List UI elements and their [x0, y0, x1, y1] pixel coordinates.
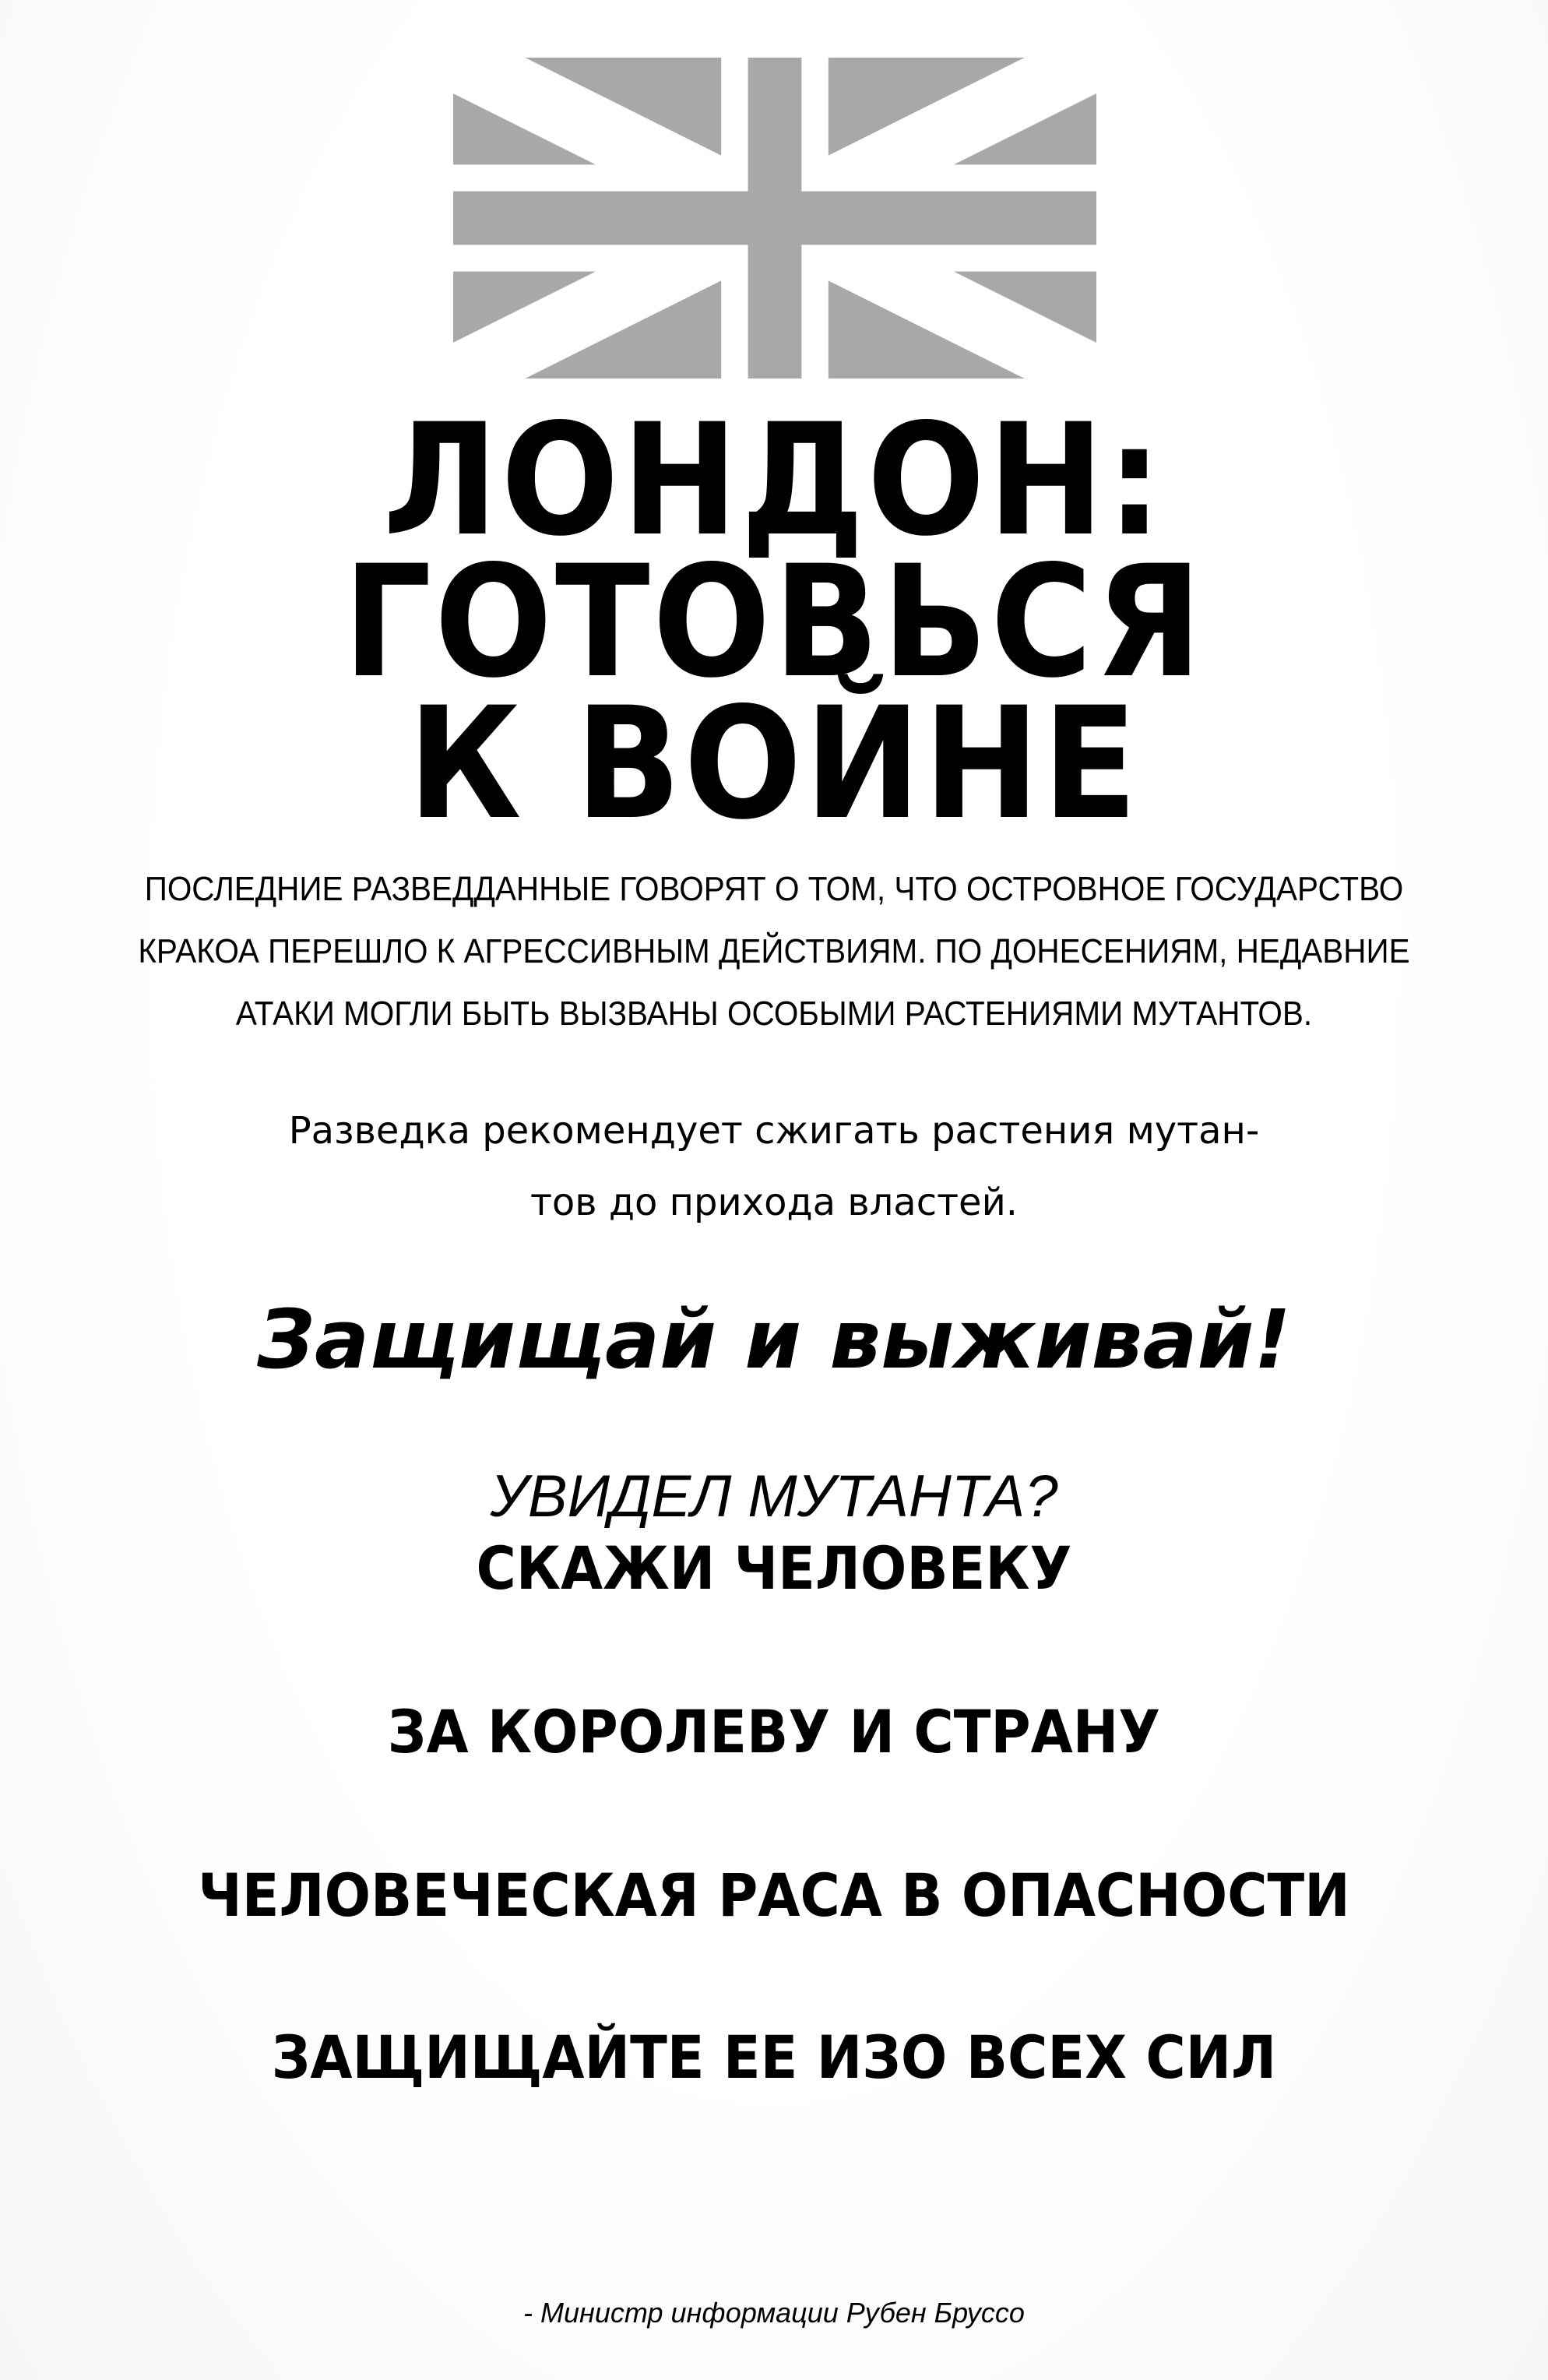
human-race-danger-callout: ЧЕЛОВЕЧЕСКАЯ РАСА В ОПАСНОСТИ [198, 1861, 1350, 1930]
slogan: Защищай и выживай! [257, 1292, 1291, 1387]
minister-signature: - Министр информации Рубен Бруссо [523, 2297, 1025, 2329]
intel-paragraph-line-3: АТАКИ МОГЛИ БЫТЬ ВЫЗВАНЫ ОСОБЫМИ РАСТЕНИЯМИ МУТАНТОВ. [235, 995, 1313, 1033]
headline-line-1: ЛОНДОН: [382, 390, 1166, 570]
headline-line-3: К ВОЙНЕ [407, 674, 1141, 854]
defend-callout: ЗАЩИЩАЙТЕ ЕЕ ИЗО ВСЕХ СИЛ [271, 2023, 1277, 2092]
advice-line-1: Разведка рекомендует сжигать растения мутан- [288, 1109, 1260, 1153]
queen-country-callout: ЗА КОРОЛЕВУ И СТРАНУ [387, 1697, 1161, 1766]
tell-human-callout: СКАЖИ ЧЕЛОВЕКУ [476, 1533, 1072, 1603]
headline-line-2: ГОТОВЬСЯ [343, 532, 1205, 712]
question-line: УВИДЕЛ МУТАНТА? [490, 1463, 1058, 1530]
intel-paragraph-line-2: КРАКОА ПЕРЕШЛО К АГРЕССИВНЫМ ДЕЙСТВИЯМ. ПО ДОНЕСЕНИЯМ, НЕДАВНИЕ [138, 932, 1410, 970]
advice-line-2: тов до прихода властей. [529, 1181, 1019, 1224]
intel-paragraph-line-1: ПОСЛЕДНИЕ РАЗВЕДДАННЫЕ ГОВОРЯТ О ТОМ, ЧТО ОСТРОВНОЕ ГОСУДАРСТВО [144, 870, 1404, 908]
union-jack-icon [453, 58, 1096, 378]
